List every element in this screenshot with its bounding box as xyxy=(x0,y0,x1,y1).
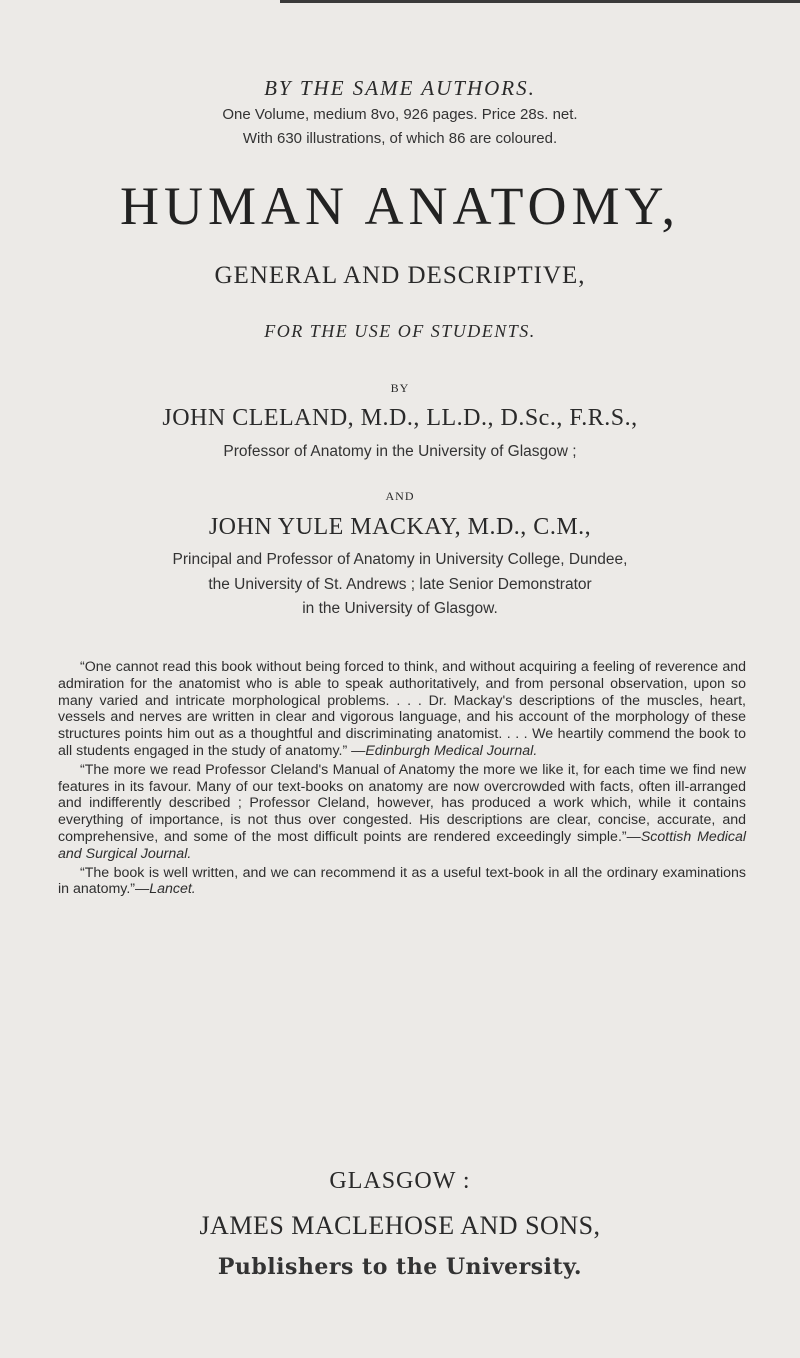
review-text: “One cannot read this book without being forced to think, and without acquiring a feeling of reverence and admiration for the anatomist who is able to speak authoritatively, and from personal observation, upon so many varied and intricate morphological problems. . . . Dr. Mackay's descriptions of the muscles, heart, vessels and nerves are written in clear and vigorous language, and his account of the morphology of these structures points him out as a thoughtful and discriminating anatomist. . . . We heartily commend the book to all students engaged in the study of anatomy.” — xyxy=(58,659,746,759)
review-edinburgh xyxy=(58,659,746,760)
review-source: Scottish Medical and Surgical Journal. xyxy=(58,828,746,862)
press-reviews xyxy=(58,659,746,900)
by-label: BY xyxy=(390,381,410,395)
imprint-city: GLASGOW : xyxy=(329,1168,471,1194)
second-author-affiliation-line-3: in the University of Glasgow. xyxy=(302,600,498,617)
first-author-name: JOHN CLELAND, M.D., LL.D., D.Sc., F.R.S., xyxy=(162,405,638,431)
first-author-affiliation: Professor of Anatomy in the University of Glasgow ; xyxy=(223,443,577,460)
review-text: “The book is well written, and we can recommend it as a useful text-book in all the ordinary examinations in anatomy.”— xyxy=(58,864,746,898)
volume-info: One Volume, medium 8vo, 926 pages. Price 28s. net. xyxy=(222,106,578,123)
publisher-name: JAMES MACLEHOSE AND SONS, xyxy=(199,1211,601,1240)
second-author-affiliation-line-2: the University of St. Andrews ; late Senior Demonstrator xyxy=(208,576,592,593)
by-same-authors-heading: BY THE SAME AUTHORS. xyxy=(264,76,536,100)
top-rule xyxy=(280,0,800,3)
book-subtitle: GENERAL AND DESCRIPTIVE, xyxy=(214,262,586,289)
book-purpose: FOR THE USE OF STUDENTS. xyxy=(264,321,536,341)
book-title: HUMAN ANATOMY, xyxy=(119,176,681,236)
second-author-name: JOHN YULE MACKAY, M.D., C.M., xyxy=(208,514,592,540)
and-label: AND xyxy=(385,489,415,503)
review-text: “The more we read Professor Cleland's Manual of Anatomy the more we like it, for each time we find new features in its favour. Many of our text-books on anatomy are now overcrowded with facts, often ill-arranged and indifferently described ; Professor Cleland, however, has produced a work which, while it contains everything of importance, is not thus over congested. His descriptions are clear, concise, accurate, and comprehensive, and some of the most difficult points are rendered exceedingly simple.”— xyxy=(58,761,746,845)
review-source: Edinburgh Medical Journal. xyxy=(365,742,538,759)
review-scottish xyxy=(58,762,746,863)
second-author-affiliation-line-1: Principal and Professor of Anatomy in University College, Dundee, xyxy=(172,551,628,568)
publisher-role: Publishers to the University. xyxy=(217,1254,583,1280)
illustrations-info: With 630 illustrations, of which 86 are coloured. xyxy=(242,130,558,147)
review-source: Lancet. xyxy=(149,881,196,898)
review-lancet xyxy=(58,865,746,899)
